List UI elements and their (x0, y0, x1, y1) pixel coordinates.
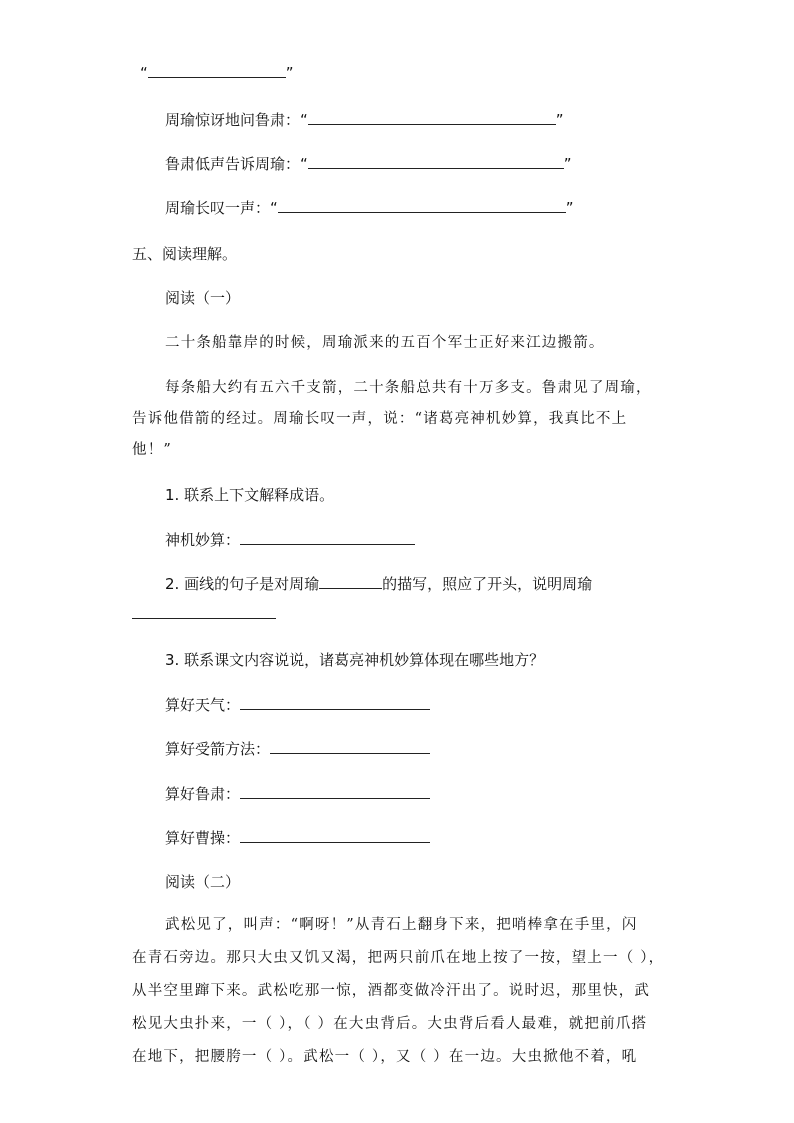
answer-blank[interactable] (148, 63, 286, 78)
item-label: 算好受箭方法： (165, 740, 271, 758)
answer-blank[interactable] (132, 604, 276, 619)
close-quote: ” (555, 111, 564, 129)
answer-blank[interactable] (240, 530, 415, 545)
answer-line (165, 695, 430, 715)
answer-blank[interactable] (240, 784, 430, 799)
passage-paragraph: 二十条船靠岸的时候，周瑜派来的五百个军士正好来江边搬箭。 (165, 335, 605, 351)
open-quote: “ (140, 64, 148, 82)
answer-line (165, 739, 430, 759)
passage-line: 他！” (132, 442, 173, 458)
passage-line: 每条船大约有五六千支箭，二十条船总共有十万多支。鲁肃见了周瑜， (165, 380, 652, 396)
passage-line: 松见大虫扑来，一（ ），（ ）在大虫背后。大虫背后看人最难，就把前爪搭 (132, 1016, 648, 1032)
term-label: 神机妙算： (165, 531, 241, 549)
question-3: 3. 联系课文内容说说，诸葛亮神机妙算体现在哪些地方？ (165, 651, 545, 669)
section-title: 五、阅读理解。 (132, 245, 238, 263)
dialogue-label: 周瑜长叹一声：“ (165, 199, 278, 217)
passage-line: 告诉他借箭的经过。周瑜长叹一声，说：“诸葛亮神机妙算，我真比不上 (132, 411, 628, 427)
answer-line (165, 828, 430, 848)
answer-blank[interactable] (240, 828, 430, 843)
reading-title: 阅读（二） (165, 873, 241, 891)
dialogue-line (165, 198, 574, 218)
reading-title: 阅读（一） (165, 289, 241, 307)
dialogue-line (165, 110, 564, 130)
answer-blank[interactable] (278, 198, 566, 213)
answer-line (165, 530, 415, 550)
passage-line: 在青石旁边。那只大虫又饥又渴，把两只前爪在地上按了一按，望上一（ ）， (132, 950, 665, 966)
answer-blank[interactable] (308, 110, 556, 125)
dialogue-line (165, 154, 572, 174)
answer-blank[interactable] (270, 739, 430, 754)
close-quote: ” (563, 155, 572, 173)
question-2-part-a: 2. 画线的句子是对周瑜 (165, 575, 320, 593)
question-1: 1. 联系上下文解释成语。 (165, 486, 335, 504)
answer-line (132, 604, 276, 624)
passage-line: 在地下，把腰胯一（ ）。武松一（ ），又（ ）在一边。大虫掀他不着，吼 (132, 1049, 638, 1065)
answer-blank[interactable] (240, 695, 430, 710)
item-label: 算好鲁肃： (165, 785, 241, 803)
item-label: 算好天气： (165, 696, 241, 714)
question-2-part-b: 的描写，照应了开头，说明周瑜 (382, 575, 593, 593)
passage-line: 从半空里蹿下来。武松吃那一惊，酒都变做冷汗出了。说时迟，那里快，武 (132, 983, 651, 999)
answer-blank[interactable] (319, 574, 382, 589)
top-quote-line (140, 63, 294, 83)
close-quote: ” (285, 64, 294, 82)
answer-blank[interactable] (308, 154, 564, 169)
dialogue-label: 周瑜惊讶地问鲁肃：“ (165, 111, 308, 129)
close-quote: ” (565, 199, 574, 217)
dialogue-label: 鲁肃低声告诉周瑜：“ (165, 155, 308, 173)
answer-line (165, 784, 430, 804)
item-label: 算好曹操： (165, 829, 241, 847)
passage-line: 武松见了，叫声：“啊呀！”从青石上翻身下来，把哨棒拿在手里，闪 (165, 917, 638, 933)
question-2 (165, 574, 592, 594)
